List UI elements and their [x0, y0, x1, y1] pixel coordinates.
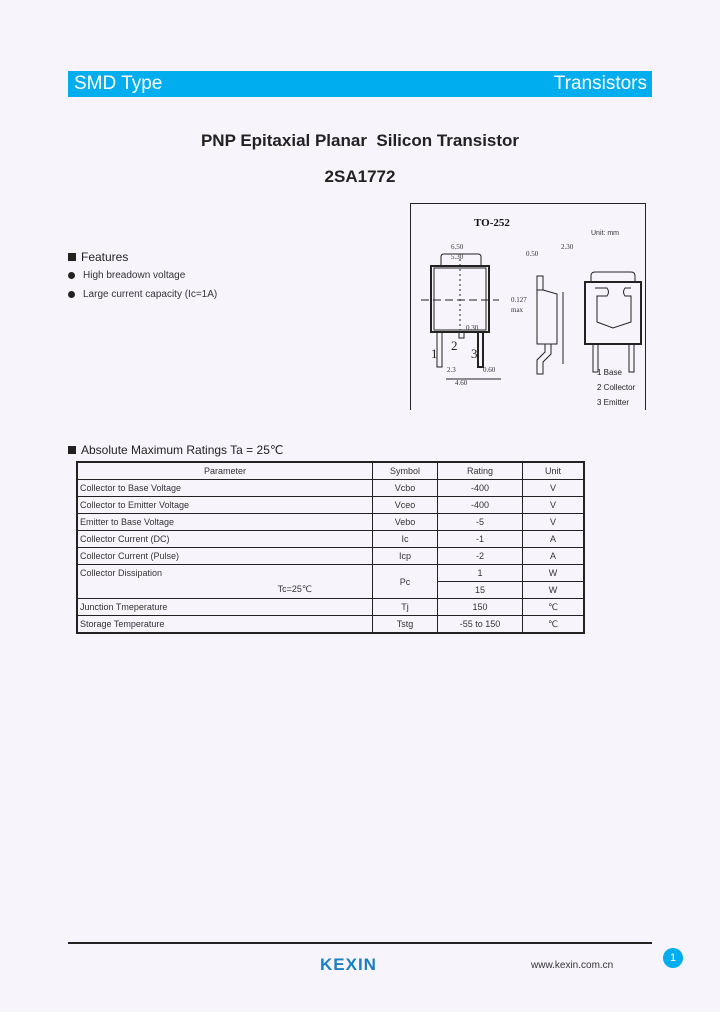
feature-item — [68, 289, 217, 300]
column-header: Rating — [438, 462, 523, 480]
cell-unit: V — [523, 497, 585, 514]
cell-rating: -2 — [438, 548, 523, 565]
svg-text:0.127: 0.127 — [511, 296, 527, 304]
cell-rating: -400 — [438, 497, 523, 514]
feature-text: Large current capacity (Ic=1A) — [83, 289, 218, 300]
package-outline-icon — [411, 204, 647, 411]
table-row — [77, 599, 584, 616]
cell-parameter: Collector Current (Pulse) — [77, 548, 373, 565]
column-header: Unit — [523, 462, 585, 480]
table-row — [77, 548, 584, 565]
svg-text:3: 3 — [471, 346, 478, 361]
svg-text:2.3: 2.3 — [447, 366, 456, 374]
cell-parameter: Storage Temperature — [77, 616, 373, 634]
ratings-heading-text: Absolute Maximum Ratings Ta = 25℃ — [81, 443, 284, 457]
cell-unit: V — [523, 480, 585, 497]
table-row — [77, 480, 584, 497]
bullet-icon — [68, 291, 75, 298]
features-heading — [68, 250, 128, 264]
column-header: Parameter — [77, 462, 373, 480]
table-row — [77, 497, 584, 514]
package-name: TO-252 — [474, 217, 510, 229]
square-bullet-icon — [68, 253, 76, 261]
cell-parameter: Collector Dissipation — [77, 565, 373, 582]
part-number: 2SA1772 — [324, 167, 396, 186]
table-header-row — [77, 462, 584, 480]
cell-rating: -5 — [438, 514, 523, 531]
table-row — [77, 582, 584, 599]
package-drawing — [410, 203, 646, 410]
cell-unit: W — [523, 565, 585, 582]
features-heading-text: Features — [81, 250, 129, 264]
bullet-icon — [68, 272, 75, 279]
pin-label: 2 Collector — [597, 383, 636, 392]
pin-label: 1 Base — [597, 368, 622, 377]
package-unit: Unit: mm — [591, 230, 619, 237]
cell-unit: ℃ — [523, 616, 585, 634]
svg-text:0.50: 0.50 — [526, 250, 539, 258]
cell-rating: -1 — [438, 531, 523, 548]
cell-symbol: Vceo — [373, 497, 438, 514]
header-left-label: SMD Type — [74, 73, 163, 94]
table-row — [77, 514, 584, 531]
cell-symbol: Ic — [373, 531, 438, 548]
cell-parameter: Emitter to Base Voltage — [77, 514, 373, 531]
svg-text:6.50: 6.50 — [451, 243, 464, 251]
cell-symbol: Vebo — [373, 514, 438, 531]
table-row — [77, 531, 584, 548]
website-link[interactable]: www.kexin.com.cn — [531, 960, 614, 971]
kexin-logo: KEXIN — [320, 955, 377, 974]
column-header: Symbol — [373, 462, 438, 480]
cell-parameter: Collector Current (DC) — [77, 531, 373, 548]
cell-rating: -400 — [438, 480, 523, 497]
cell-unit: V — [523, 514, 585, 531]
table-row — [77, 565, 584, 582]
table-row — [77, 616, 584, 634]
cell-parameter: Junction Tmeperature — [77, 599, 373, 616]
document-title: PNP Epitaxial Planar Silicon Transistor — [200, 131, 520, 150]
cell-rating: 15 — [438, 582, 523, 599]
cell-symbol: Pc — [373, 565, 438, 599]
feature-item — [68, 270, 185, 281]
svg-text:2: 2 — [451, 338, 458, 353]
ratings-heading — [68, 443, 283, 457]
svg-text:0.60: 0.60 — [483, 366, 496, 374]
page-number-badge: 1 — [663, 948, 683, 968]
svg-text:2.30: 2.30 — [561, 243, 574, 251]
header-banner — [68, 71, 652, 97]
cell-symbol: Vcbo — [373, 480, 438, 497]
cell-unit: A — [523, 548, 585, 565]
cell-unit: A — [523, 531, 585, 548]
svg-text:4.60: 4.60 — [455, 379, 468, 387]
cell-unit: ℃ — [523, 599, 585, 616]
header-right-label: Transistors — [553, 73, 647, 94]
svg-text:5.30: 5.30 — [451, 253, 464, 261]
footer-divider — [68, 942, 652, 944]
svg-text:max: max — [511, 306, 524, 314]
square-bullet-icon — [68, 446, 76, 454]
cell-parameter: Collector to Base Voltage — [77, 480, 373, 497]
cell-rating: 150 — [438, 599, 523, 616]
cell-unit: W — [523, 582, 585, 599]
svg-text:0.30: 0.30 — [466, 324, 479, 332]
cell-condition: Tc=25℃ — [77, 582, 373, 599]
feature-text: High breadown voltage — [83, 270, 186, 281]
cell-symbol: Tstg — [373, 616, 438, 634]
cell-symbol: Icp — [373, 548, 438, 565]
ratings-table — [76, 461, 585, 634]
svg-text:1: 1 — [431, 346, 438, 361]
cell-rating: -55 to 150 — [438, 616, 523, 634]
pin-label: 3 Emitter — [597, 398, 630, 407]
cell-rating: 1 — [438, 565, 523, 582]
cell-parameter: Collector to Emitter Voltage — [77, 497, 373, 514]
cell-symbol: Tj — [373, 599, 438, 616]
